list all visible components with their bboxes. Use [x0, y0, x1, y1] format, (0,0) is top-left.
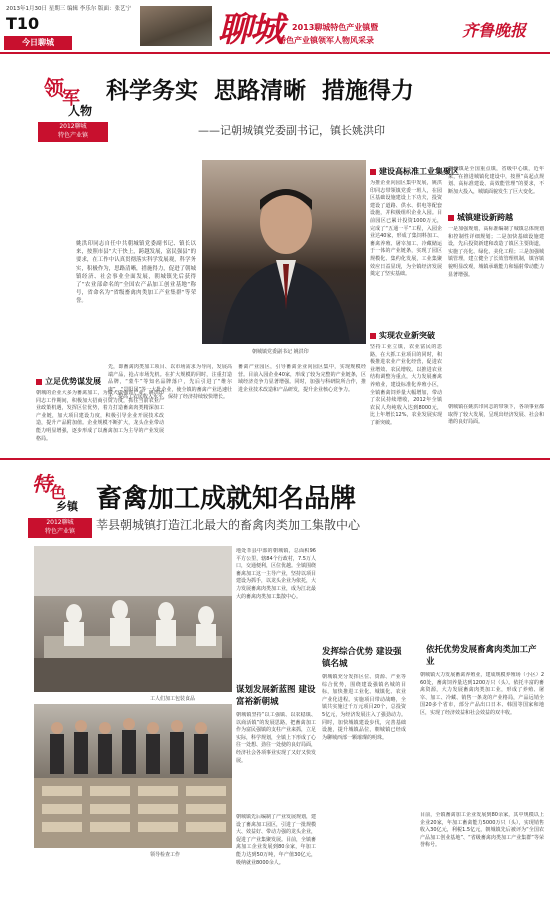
banner-line-2: 特色产业镇领军人物风采录 [278, 36, 374, 45]
story-1-section-d-text-2: 一是加强规划，高标准编制了城镇总体规划和控制性详细规划；二是加快基础设施建设，先后投资新建和改造了镇区主要街道，实施了亮化、绿化、美化工程；三是加强城镇管理，建立健全了长效管理机制，镇容镇貌明显改观，城镇承载能力和辐射带动能力显著增强。 [448, 226, 544, 278]
workers-scene [34, 546, 232, 692]
story-1-section-a-text-3: 畜禽产业园区，引导畜禽企业向园区集中，实现规模经营。目前入园企业40家，形成了较为完整的产业链条，区域经济竞争力显著增强。同时，加强与科研院所合作，推进企业技术改造和产品研发，提升企业核心竞争力。 [238, 364, 366, 393]
story-2-factory-photo [34, 546, 232, 692]
story-2-photo-2-caption: 领导检查工作 [150, 852, 181, 858]
badge-caption-line: 特色产业镇 [57, 132, 88, 139]
story-1-section-d-text-1: 朝城镇是全国重点镇，省级中心镇，近年来，在推进城镇化建设中，按照“高起点规划、高标准建设、高效能管理”的要求，不断加大投入，城镇面貌发生了巨大变化。 [448, 166, 544, 195]
story-2-section-c-text-2: 目前，全镇畜禽加工企业发展到80余家，其中规模以上企业20家，年加工畜禽能力5000万只（头），实现销售收入30亿元，利税1.5亿元，朝城镇先后被评为“全国农产品加工创业基地”、“省级畜禽肉类加工产业集群”等荣誉称号。 [420, 812, 544, 849]
section-title-text: 实现农业新突破 [379, 331, 435, 340]
story-2-section-c-text: 朝城镇大力发展畜禽养殖业，建成规模养殖场（小区）260处，畜禽饲养量达到1200万只（头）。依托丰富的畜禽资源，大力发展畜禽肉类加工业，形成了养殖、屠宰、加工、冷藏、销售一条龙的产业格局，产品远销全国20多个省市，部分产品出口日本、韩国等国家和地区，实现了经济效益和社会效益的双丰收。 [420, 672, 544, 716]
story-divider [0, 458, 550, 460]
story-2-section-a-text-2: 朝城镇先后编制了产业发展规划，建设了畜禽加工园区，引进了一批规模大、效益好、带动力强的龙头企业，促进了产业集聚发展。目前，全镇畜禽加工企业发展到80余家，年加工能力达到50万吨，年产值30亿元，吸纳就业8000余人。 [236, 814, 316, 866]
badge-caption [28, 518, 92, 538]
section-title-text: 立足优势谋发展 [45, 377, 101, 386]
badge-char: 色 [50, 483, 67, 502]
story-1-section-d-text-3: 朝城镇在姚洪印同志的带领下，各项事业都取得了较大发展，呈现出经济发展、社会和谐的良好局面。 [448, 404, 544, 426]
story-1-section-a-text-2: 先，即畜禽肉类加工项目、以市场需求为导向，发展高端产品，抢占市场先机。在扩大规模的同时，注重打造品牌，“蒙牛”等知名品牌落户，先后引进了“维尔康”、“景阳冈”等一大批企业，使全镇的畜禽产业迅速壮大，提高了农民收入水平，保持了经济持续较快增长。 [108, 364, 232, 401]
badge-caption-line: 2012聊城 [59, 123, 87, 130]
section-title-text: 建设高标准工业集聚区 [379, 167, 459, 176]
story-1-section-d-title [448, 212, 513, 223]
story-2-section-a-title: 谋划发展新蓝图 建设富裕新朝城 [236, 685, 316, 707]
bullet-square-icon [448, 215, 454, 221]
badge-caption-line: 2012聊城 [46, 519, 74, 526]
page-number: T10 [6, 14, 40, 33]
story-2-photo-1-caption: 工人们加工包装食品 [150, 696, 196, 702]
badge-char: 领 [44, 76, 64, 100]
story-1-section-a-text-1: 朝城的企业大多为畜禽加工，为做大做强该产业，姚洪印同志工作期间，积极加大招商引资力度，抓住当前农业产业政策机遇，发挥区位优势，着力打造畜禽肉类精深加工产业链，加大项目建设力度，积极引导企业开展技术改造，提升产品附加值。企业规模不断扩大，龙头企业带动能力明显增强，逐步形成了以畜禽加工为主导的产业发展格局。 [36, 390, 164, 442]
badge-caption-line: 特色产业镇 [44, 528, 75, 535]
section-title-text: 城镇建设新跨越 [457, 213, 513, 222]
story-1-portrait-photo [202, 160, 366, 344]
story-2-intro: 地处莘县中部的朝城镇，总面积96平方公里，辖84个行政村，7.5万人口，交通便利，区位优越。全镇围绕畜禽加工这一主导产业，坚持以项目建设为抓手，以龙头企业为依托，大力发展畜禽肉类加工业，成为江北最大的畜禽肉类加工集散中心。 [236, 548, 316, 600]
header-photo [140, 6, 212, 46]
badge-char: 军 [62, 88, 80, 109]
story-1-headline: 科学务实 思路清晰 措施得力 [106, 77, 415, 104]
page-header [0, 0, 550, 55]
story-2-section-b-title: 发挥综合优势 建设强镇名城 [322, 647, 402, 669]
story-1-lead: 姚洪印同志自任中共朝城镇党委副书记、镇长以来，按照市县“大干快上，跨越发展，富民强县”的要求，在工作中认真贯彻落实科学发展观，科学务实，积极作为，思路清晰，措施得力，促进了朝城镇经济、社会事业全面发展，朝城镇先后获得了“农业部命名的”全国农产品加工创业基地“称号，省命名为”省级畜禽肉类加工产业集群“等荣誉。 [76, 241, 196, 305]
story-2-inspection-photo [34, 704, 232, 848]
story-1-subheadline: ——记朝城镇党委副书记，镇长姚洪印 [198, 124, 385, 137]
header-rule [0, 52, 550, 54]
story-1-section-a-title [36, 376, 101, 387]
badge-caption [38, 122, 108, 142]
story-2-headline: 畜禽加工成就知名品牌 [96, 484, 357, 514]
paper-name: 齐鲁晚报 [462, 21, 527, 40]
section-tag: 今日聊城 [4, 36, 72, 50]
story-1-section-c-text: 坚持工业立镇，农业富民的思路，在大抓工业项目的同时，积极推进农业产业化经营，促进农业增效、农民增收。以推进农业结构调整为重点，大力发展畜禽养殖业，建设标准化养殖小区，全镇畜禽饲养量大幅增加，带动了农民持续增收，2012年全镇农民人均纯收入达到8000元，比上年增长12%，农业发展实现了新突破。 [370, 344, 442, 426]
story-1-section-b-text: 为推企业向园区集中发展，姚洪印同志带领镇党委一班人，在园区基础设施建设上下功夫，投资建设了道路、供水、供电等配套设施，并积极组织企业入园。目前园区已累计投资1000万元，完成了“五通一平”工程，入园企业达40家，形成了集饲料加工、畜禽养殖、屠宰加工、冷藏储运于一体的产业链条，实现了园区规模化、集约化发展，工业集聚效应日益显现，为全镇经济发展奠定了坚实基础。 [370, 180, 442, 278]
story-2-section-b-text: 朝城镇充分发挥区位、资源、产业等综合优势，围绕建设强镇名城的目标，加快推进工业化、城镇化、农业产业化进程。实施项目带动战略，全镇共实施过千万元项目20个，总投资5亿元，为经济发展注入了强劲动力。同时，加快城镇建设步伐，完善基础设施，提升城镇品位，朝城镇已经成为聊城西部一颗璀璨的明珠。 [322, 674, 406, 741]
story-2-subheadline: 莘县朝城镇打造江北最大的畜禽肉类加工集散中心 [96, 518, 361, 532]
story-1-badge [44, 66, 102, 142]
story-2-section-a-text: 朝城镇坚持“以工强镇、以农稳镇、以商活镇”的发展思路，把畜禽加工作为富民强镇的支柱产业来抓，立足实际，科学规划，全镇上下形成了心往一处想、劲往一处使的良好局面，经济社会各项事业实现了又好又快发展。 [236, 712, 316, 764]
story-1-section-c-title [370, 330, 435, 341]
bullet-square-icon [370, 333, 376, 339]
bullet-square-icon [370, 169, 376, 175]
story-1-section-b-title [370, 166, 459, 177]
story-2-section-c-title: 依托优势发展畜禽肉类加工产业 [426, 645, 537, 667]
banner-line-1: 2013聊城特色产业镇暨 [292, 23, 379, 32]
badge-char: 人物 [68, 104, 93, 118]
portrait-figure [202, 160, 366, 344]
story-1-photo-caption: 朝城镇党委副书记 姚洪印 [252, 349, 309, 355]
story-2-badge [30, 466, 88, 540]
dateline: 2013年1月30日 星期三 编辑 李乐尔 版面：张艺宁 [6, 6, 131, 12]
calligraphy-title: 聊城 [218, 10, 282, 50]
bullet-square-icon [36, 379, 42, 385]
officials-scene [34, 704, 232, 848]
badge-char: 乡镇 [56, 500, 78, 513]
badge-char: 特 [32, 472, 52, 496]
